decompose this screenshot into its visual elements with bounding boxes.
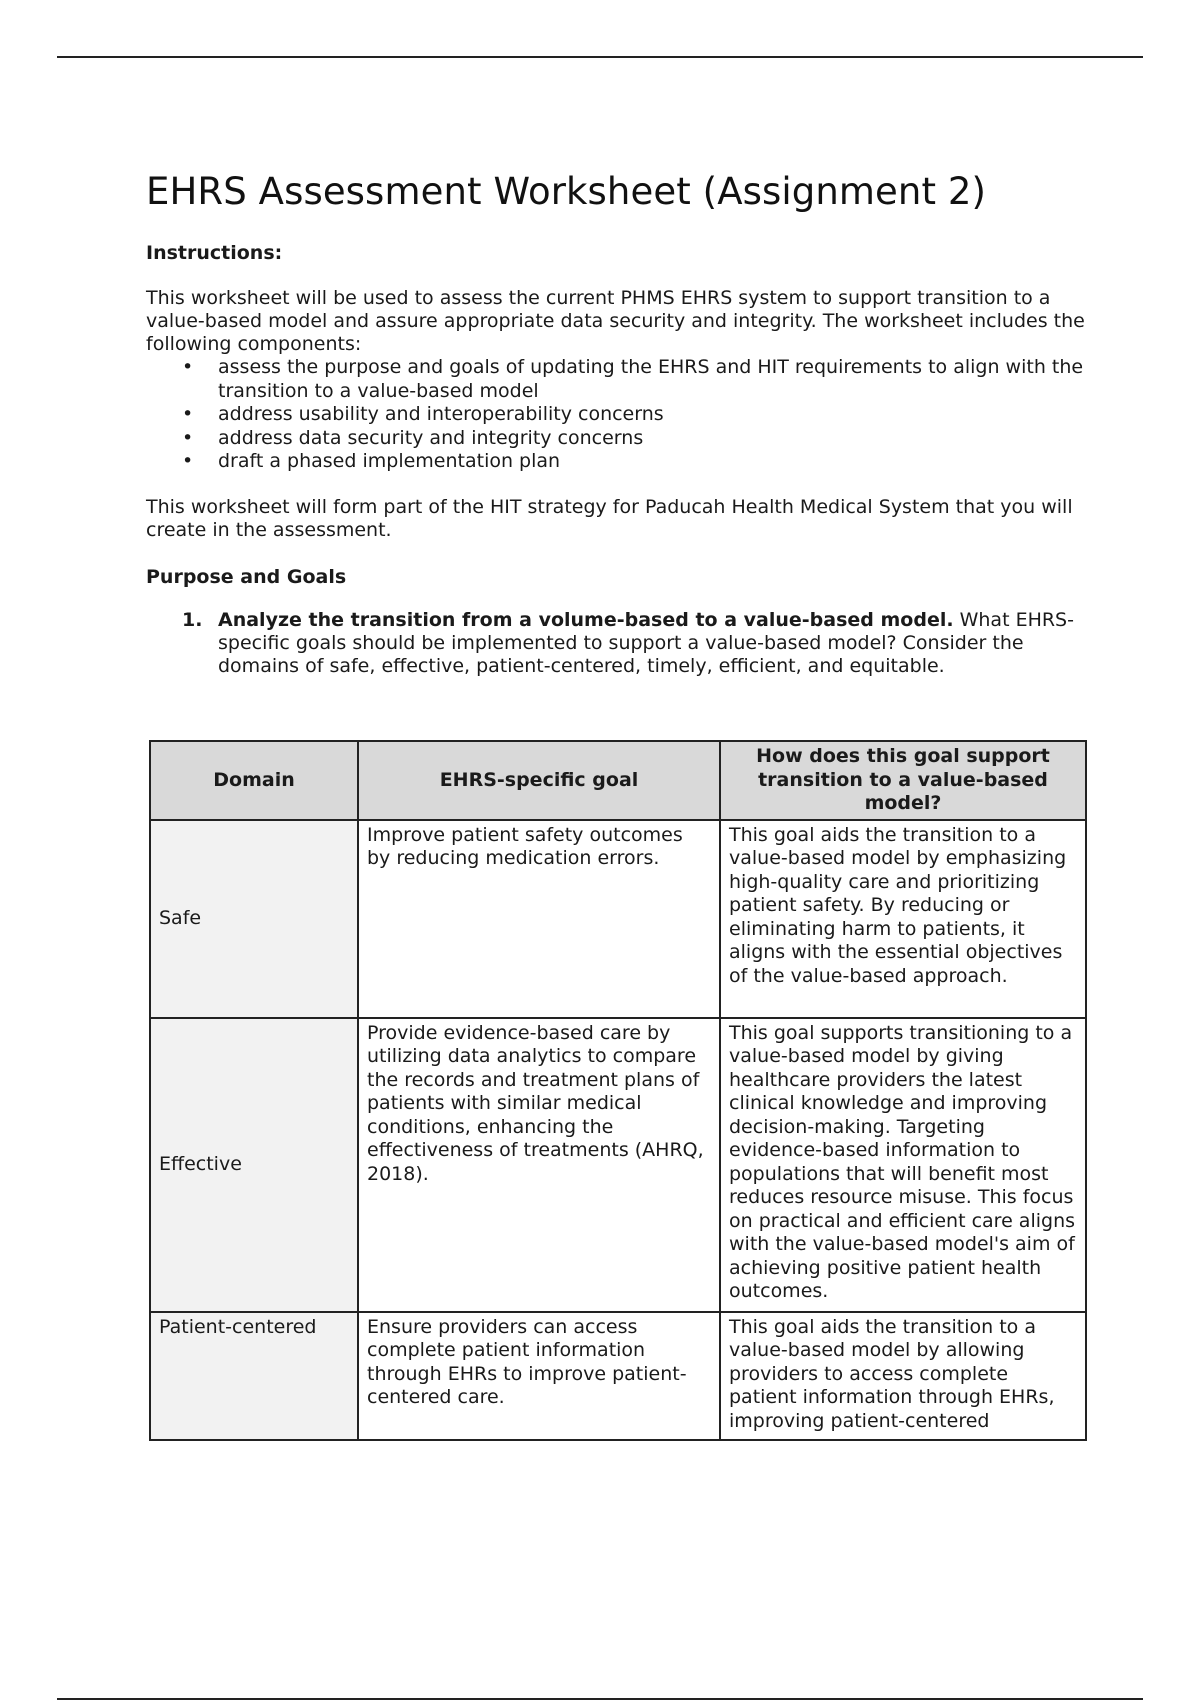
components-list [146, 356, 1086, 474]
domain-cell: Safe [150, 820, 358, 1018]
instructions-heading: Instructions: [146, 242, 283, 264]
list-item: • assess the purpose and goals of updating the EHRS and HIT requirements to align with the transition to a value-based model [218, 356, 1086, 403]
document-title: EHRS Assessment Worksheet (Assignment 2) [146, 170, 987, 213]
goal-cell: Ensure providers can access complete patient information through EHRs to improve patient-centered care. [358, 1312, 720, 1440]
header-domain: Domain [150, 741, 358, 820]
document-body [146, 168, 1086, 678]
domain-cell: Patient-centered [150, 1312, 358, 1440]
goals-table [149, 740, 1087, 1441]
header-goal: EHRS-specific goal [358, 741, 720, 820]
list-item: • draft a phased implementation plan [218, 450, 1086, 474]
table-row [150, 1312, 1086, 1440]
table-header-row [150, 741, 1086, 820]
domain-cell: Effective [150, 1018, 358, 1312]
header-support: How does this goal support transition to a value-based model? [720, 741, 1086, 820]
support-cell: This goal aids the transition to a value-based model by emphasizing high-quality care and prioritizing patient safety. By reducing or eliminating harm to patients, it aligns with the essential objectives of the value-based approach. [720, 820, 1086, 1018]
header-rule [57, 56, 1143, 58]
closing-paragraph: This worksheet will form part of the HIT strategy for Paducah Health Medical System that you will create in the assessment. [146, 495, 1073, 541]
table-row [150, 1018, 1086, 1312]
intro-paragraph: This worksheet will be used to assess the current PHMS EHRS system to support transition to a value-based model and assure appropriate data security and integrity. The worksheet includes the following components: [146, 287, 1085, 355]
goal-cell: Improve patient safety outcomes by reducing medication errors. [358, 820, 720, 1018]
support-cell: This goal aids the transition to a value-based model by allowing providers to access complete patient information through EHRs, improving patient-centered [720, 1312, 1086, 1440]
list-item: • address usability and interoperability concerns [218, 403, 1086, 427]
question-number: 1. [182, 608, 203, 631]
goal-cell: Provide evidence-based care by utilizing data analytics to compare the records and treatment plans of patients with similar medical conditions, enhancing the effectiveness of treatments (AHRQ, 2018). [358, 1018, 720, 1312]
section-heading: Purpose and Goals [146, 565, 347, 588]
question-text: What EHRS-specific goals should be implemented to support a value-based model? Consider the domains of safe, effective, patient-centered, timely, efficient, and equitable. [218, 608, 1074, 677]
support-cell: This goal supports transitioning to a value-based model by giving healthcare providers the latest clinical knowledge and improving decision-making. Targeting evidence-based information to populations that will benefit most reduces resource misuse. This focus on practical and efficient care aligns with the value-based model's aim of achieving positive patient health outcomes. [720, 1018, 1086, 1312]
list-item: • address data security and integrity concerns [218, 427, 1086, 451]
table-row [150, 820, 1086, 1018]
question-1 [146, 609, 1086, 678]
question-bold-text: Analyze the transition from a volume-based to a value-based model. [218, 608, 954, 631]
